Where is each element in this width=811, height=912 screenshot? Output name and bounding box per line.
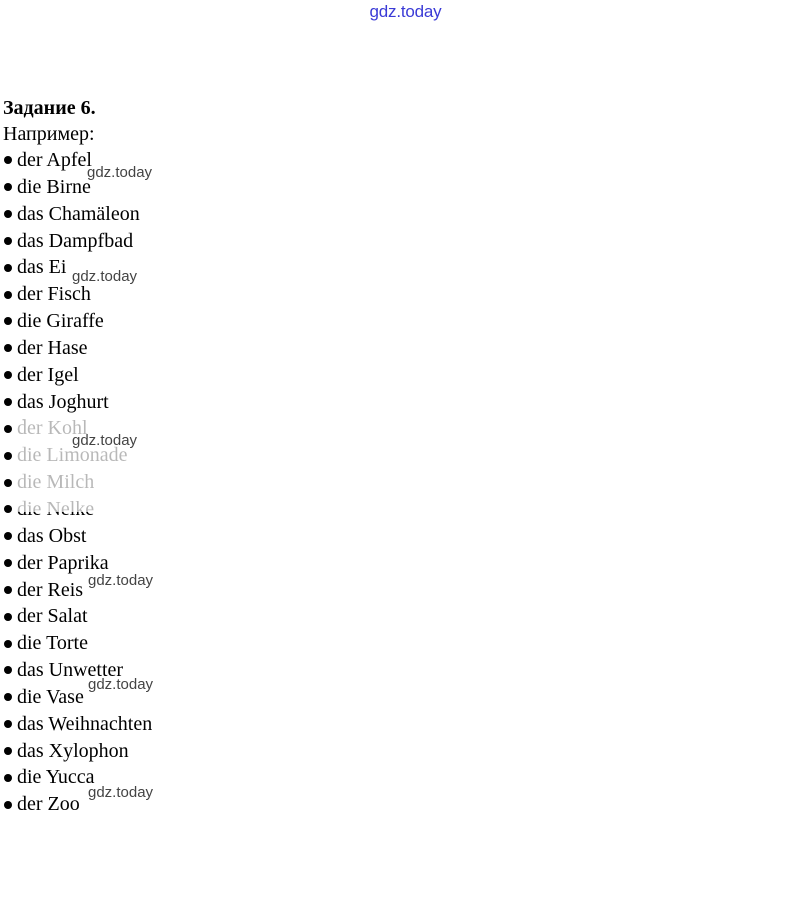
word-text: das Unwetter (17, 659, 124, 682)
bullet-icon (4, 344, 12, 352)
bullet-icon (4, 156, 12, 164)
word-text: das Dampfbad (17, 229, 134, 252)
list-item (3, 738, 152, 765)
bullet-icon (4, 237, 12, 245)
bullet-icon (4, 371, 12, 379)
bullet-icon (4, 425, 12, 433)
list-item (3, 228, 152, 255)
list-item (3, 523, 152, 550)
word-text: das Ei (17, 256, 67, 279)
list-item (3, 308, 152, 335)
bullet-icon (4, 774, 12, 782)
watermark-text: gdz.today (72, 268, 138, 285)
watermark-text: gdz.today (72, 432, 138, 449)
word-text: das Weihnachten (17, 712, 153, 735)
word-text: die Giraffe (17, 310, 104, 333)
bullet-icon (4, 398, 12, 406)
word-text: die Birne (17, 175, 91, 198)
bullet-icon (4, 264, 12, 272)
watermark-text: gdz.today (87, 164, 153, 181)
word-text: das Xylophon (17, 739, 129, 762)
word-text: die Vase (17, 685, 84, 708)
word-text: der Salat (17, 605, 88, 628)
list-item (3, 630, 152, 657)
site-watermark-header: gdz.today (369, 2, 442, 21)
bullet-icon (4, 291, 12, 299)
watermark-text: gdz.today (88, 784, 154, 801)
list-item (3, 201, 152, 228)
bullet-icon (4, 666, 12, 674)
word-text: der Hase (17, 336, 88, 359)
bullet-icon (4, 586, 12, 594)
word-text: das Obst (17, 524, 87, 547)
task-title: Задание 6. (3, 97, 96, 119)
bullet-icon (4, 452, 12, 460)
word-text: der Igel (17, 363, 79, 386)
word-text: der Fisch (17, 283, 91, 306)
bullet-icon (4, 532, 12, 540)
list-item (3, 335, 152, 362)
word-text: der Reis (17, 578, 84, 601)
word-text: das Joghurt (17, 390, 109, 413)
bullet-icon (4, 693, 12, 701)
list-item (3, 711, 152, 738)
bullet-icon (4, 183, 12, 191)
bullet-icon (4, 613, 12, 621)
word-text: die Torte (17, 632, 88, 655)
bullet-icon (4, 559, 12, 567)
word-text: die Yucca (17, 766, 95, 789)
word-text: der Apfel (17, 149, 92, 171)
bullet-icon (4, 210, 12, 218)
list-item (3, 281, 152, 308)
list-item (3, 362, 152, 389)
bullet-icon (4, 505, 12, 513)
list-item (3, 603, 152, 630)
bullet-icon (4, 801, 12, 809)
bullet-icon (4, 747, 12, 755)
watermark-text: gdz.today (88, 572, 154, 589)
word-text: der Zoo (17, 793, 80, 816)
bullet-icon (4, 720, 12, 728)
bullet-icon (4, 640, 12, 648)
bullet-icon (4, 317, 12, 325)
example-label: Например: (3, 123, 95, 145)
word-text: der Paprika (17, 551, 109, 574)
bullet-icon (4, 479, 12, 487)
watermark-text: gdz.today (88, 676, 154, 693)
list-item (3, 389, 152, 416)
word-text: das Chamäleon (17, 202, 140, 225)
